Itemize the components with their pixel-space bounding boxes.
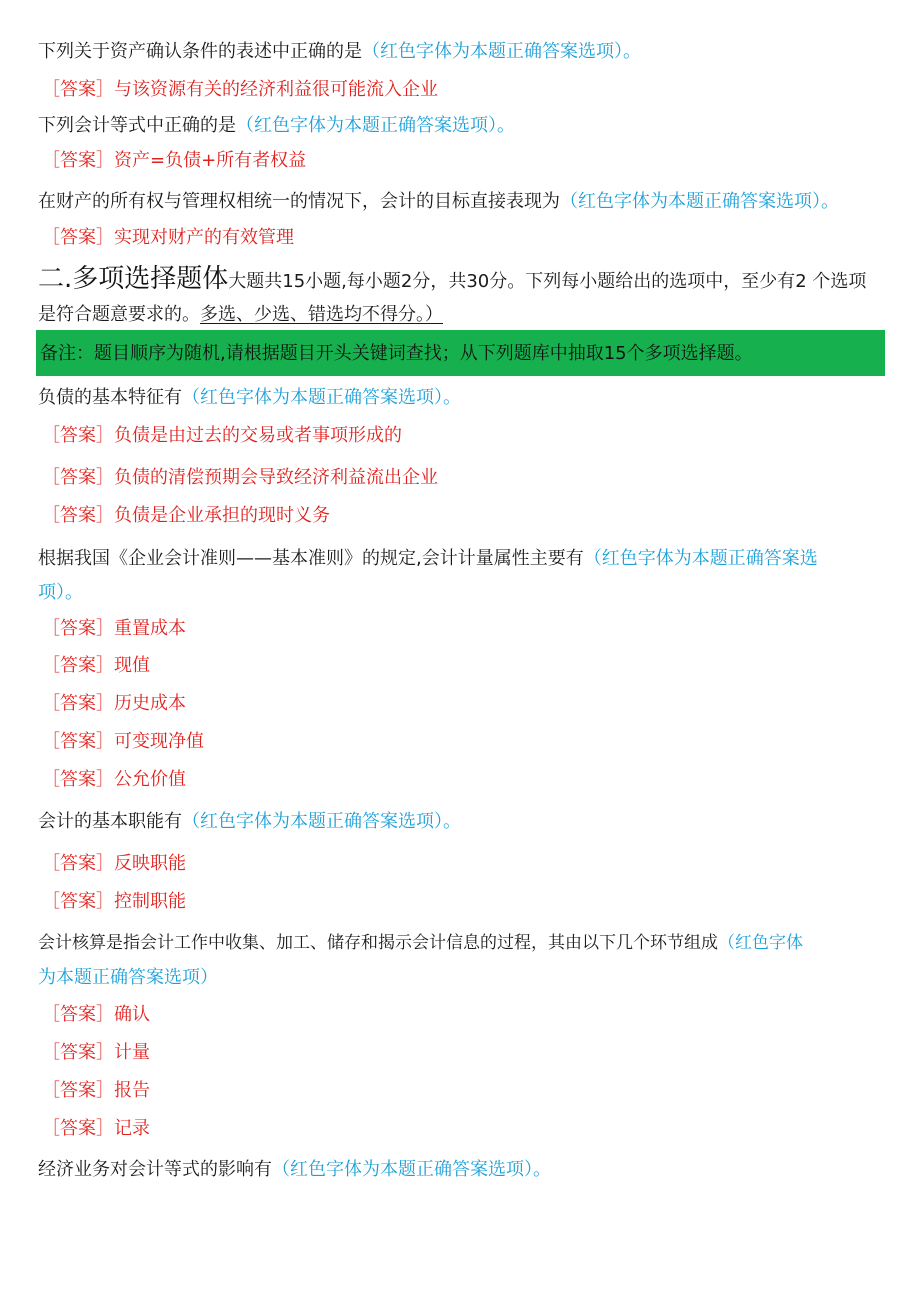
- answer-line: ［答案］控制职能: [42, 891, 186, 912]
- answer-hint-continued: 为本题正确答案选项）: [38, 967, 218, 988]
- question-stem: 在财产的所有权与管理权相统一的情况下，会计的目标直接表现为（红色字体为本题正确答案选项）。: [38, 191, 839, 212]
- section-title: 二.多项选择题体: [38, 264, 229, 294]
- note-banner: [36, 330, 885, 376]
- answer-line: ［答案］负债的清偿预期会导致经济利益流出企业: [42, 467, 438, 488]
- answer-line: ［答案］历史成本: [42, 693, 186, 714]
- answer-hint: （红色字体为本题正确答案选项）。: [560, 191, 839, 212]
- answer-line: ［答案］可变现净值: [42, 731, 204, 752]
- answer-hint-continued: 项）。: [38, 582, 83, 603]
- answer-line: ［答案］重置成本: [42, 618, 186, 639]
- answer-hint: （红色字体为本题正确答案选项）。: [272, 1159, 551, 1180]
- answer-line: ［答案］现值: [42, 655, 150, 676]
- answer-line: ［答案］报告: [42, 1080, 150, 1101]
- answer-line: ［答案］公允价值: [42, 769, 186, 790]
- section-description-line2: 是符合题意要求的。多选、少选、错选均不得分。）: [38, 304, 443, 325]
- question-stem: 下列会计等式中正确的是（红色字体为本题正确答案选项）。: [38, 115, 515, 136]
- note-text: 备注：题目顺序为随机,请根据题目开头关键词查找；从下列题库中抽取15个多项选择题。: [40, 343, 753, 364]
- answer-hint: （红色字体为本题正确答案选项）。: [182, 811, 461, 832]
- answer-line: ［答案］记录: [42, 1118, 150, 1139]
- question-stem: 经济业务对会计等式的影响有（红色字体为本题正确答案选项）。: [38, 1159, 551, 1180]
- answer-hint: （红色字体为本题正确答案选: [583, 548, 818, 569]
- answer-line: ［答案］资产=负债+所有者权益: [42, 150, 307, 171]
- answer-line: ［答案］实现对财产的有效管理: [42, 227, 294, 248]
- answer-hint: （红色字体: [718, 933, 803, 953]
- answer-hint: （红色字体为本题正确答案选项）。: [362, 41, 641, 62]
- answer-line: ［答案］反映职能: [42, 853, 186, 874]
- question-stem: 会计核算是指会计工作中收集、加工、储存和揭示会计信息的过程，其由以下几个环节组成（红色字体: [38, 933, 803, 953]
- question-stem: 根据我国《企业会计准则——基本准则》的规定,会计计量属性主要有（红色字体为本题正确答案选: [38, 548, 818, 569]
- answer-line: ［答案］负债是由过去的交易或者事项形成的: [42, 425, 402, 446]
- answer-line: ［答案］确认: [42, 1004, 150, 1025]
- answer-line: ［答案］与该资源有关的经济利益很可能流入企业: [42, 79, 438, 100]
- answer-hint: （红色字体为本题正确答案选项）。: [182, 387, 461, 408]
- question-stem: 负债的基本特征有（红色字体为本题正确答案选项）。: [38, 387, 461, 408]
- question-stem: 会计的基本职能有（红色字体为本题正确答案选项）。: [38, 811, 461, 832]
- section-description: 大题共15小题,每小题2分，共30分。下列每小题给出的选项中，至少有2 个选项: [228, 271, 867, 292]
- section-heading: [38, 262, 866, 299]
- answer-line: ［答案］计量: [42, 1042, 150, 1063]
- question-stem: 下列关于资产确认条件的表述中正确的是（红色字体为本题正确答案选项）。: [38, 41, 641, 62]
- answer-line: ［答案］负债是企业承担的现时义务: [42, 505, 330, 526]
- answer-hint: （红色字体为本题正确答案选项）。: [236, 115, 515, 136]
